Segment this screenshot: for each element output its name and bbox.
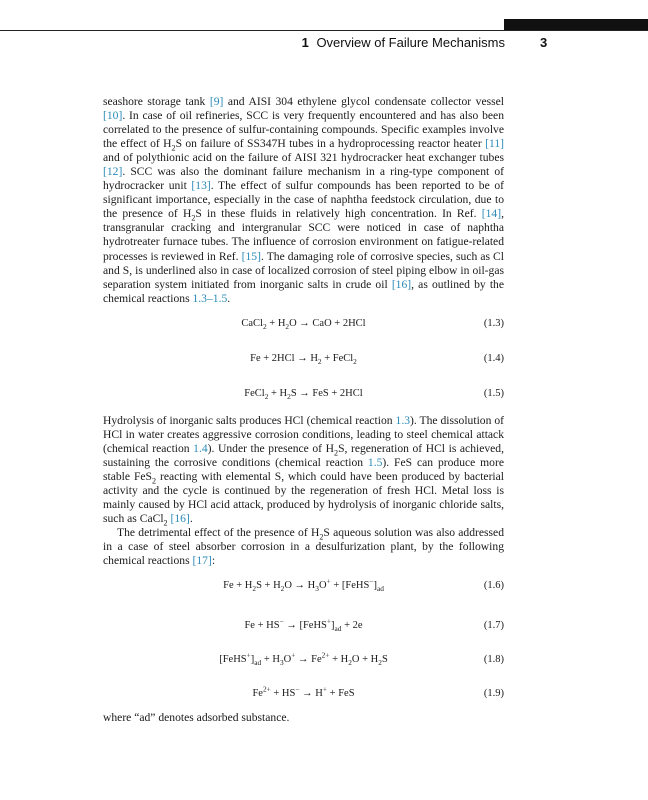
equation-number: (1.8) [483,654,504,665]
citation-link[interactable]: [16] [170,512,190,526]
running-head [0,35,505,50]
equation-link[interactable]: 1.3 [395,414,411,427]
equation-link[interactable]: 1.3–1.5 [192,291,228,305]
definition-note: where “ad” denotes adsorbed substance. [103,711,290,724]
equation-1-9: $Fe^{2+} + HS^- \to H^+$ + FeS (1.9) [252,684,504,699]
paragraph-2: Hydrolysis of inorganic salts produces HCl (chemical reaction 1.3). The dissolution of HCl in water creates aggressive corrosion conditions, leading to steel chemical attack (chemical reaction 1.4). Under the presence of $H_2S$, regeneration of HCl is achieved, sustaining the corrosive conditions (chemical reaction 1.5). FeS can produce more stable FeS$_2$ reacting with elemental S, which could have been produced by bacterial activity and the cycle is continued by the regeneration of fresh HCl. Metal loss is mainly caused by HCl acid attack, produced by hydrolysis of inorganic chloride salts, such as CaCl$_2$ [16]. The detrimental effect of the presence of $H_2S$ aqueous solution was also addressed in a case of steel absorber corrosion in a desulfurization plant, by the following chemical reactions [17]: [103,414,505,568]
paragraph-3: The detrimental effect of the presence of $H_2S$ aqueous solution was also addressed in a case of steel absorber corrosion in a desulfurization plant, by the following chemical reactions [17]: [103,526,504,568]
citation-link[interactable]: [9] [209,95,224,108]
equation-number: (1.6) [483,580,504,591]
equation-number: (1.7) [483,620,504,631]
citation-link[interactable]: [12] [103,165,123,179]
corner-bar [504,19,648,30]
chapter-number: 1 [301,35,309,50]
page-number: 3 [540,35,548,50]
equation-link[interactable]: 1.4 [193,442,208,456]
equation-1-6: $Fe + H_2S + H_2O \to H_3O^+$ + $[FeHS^-]_{ad}$ (1.6) [223,576,504,594]
header-rule [0,30,648,31]
citation-link[interactable]: [14] [481,207,502,221]
equation-1-8: $[FeHS^+]_{ad} + H_3O^+ \to Fe^{2+} + H_2O + H_2S$ (1.8) [219,650,504,668]
equation-number: (1.5) [483,388,504,399]
citation-link[interactable]: [13] [191,179,211,193]
equation-1-3: CaCl$_2$ + $H_2O$ → CaO + 2HCl (1.3) [241,318,504,332]
equation-1-4: $Fe + 2HCl \to H_2$ + FeCl$_2$ (1.4) [250,353,504,367]
chapter-title: Overview of Failure Mechanisms [316,35,505,50]
equation-number: (1.3) [483,318,504,329]
citation-link[interactable]: [17] [192,554,212,568]
paragraph-1: seashore storage tank [9] and AISI 304 ethylene glycol condensate collector vessel [10]. In case of oil refineries, SCC is very frequently encountered and has also been correlated to the presence of sulfur-containing compounds. Specific examples involve the effect of $H_2S$ on failure of SS347H tubes in a hydroprocessing reactor heater [11] and of polythionic acid on the failure of AISI 321 hydrocracker heat exchanger tubes [12]. SCC was also the dominant failure mechanism in a ring-type component of hydrocracker unit [13]. The effect of sulfur compounds has been reported to be of significant importance, especially in the case of naphtha feedstock circulation, due to the presence of $H_2S$ in these fluids in relatively high concentration. In Ref. [14], transgranular cracking and intergranular SCC were noticed in case of naphtha hydrotreater furnace tubes. The influence of corrosion environment on fatigue-related processes is reviewed in Ref. [15]. The damaging role of corrosive species, such as Cl and S, is underlined also in case of localized corrosion of steel piping elbow in oil-gas separation system initiated from inorganic salts in crude oil [16], as outlined by the chemical reactions 1.3–1.5. [103,95,505,305]
citation-link[interactable]: [10] [103,109,123,123]
citation-link[interactable]: [15] [241,249,261,263]
equation-1-7: $Fe + HS^- \to [FeHS^+]_{ad} + 2e$ (1.7) [244,616,504,634]
equation-number: (1.9) [483,688,504,699]
equation-number: (1.4) [483,353,504,364]
equation-link[interactable]: 1.5 [367,456,383,470]
citation-link[interactable]: [11] [485,137,504,151]
equation-1-5: FeCl$_2$ + $H_2S$ → FeS + 2HCl (1.5) [244,388,504,402]
citation-link[interactable]: [16] [391,277,412,291]
